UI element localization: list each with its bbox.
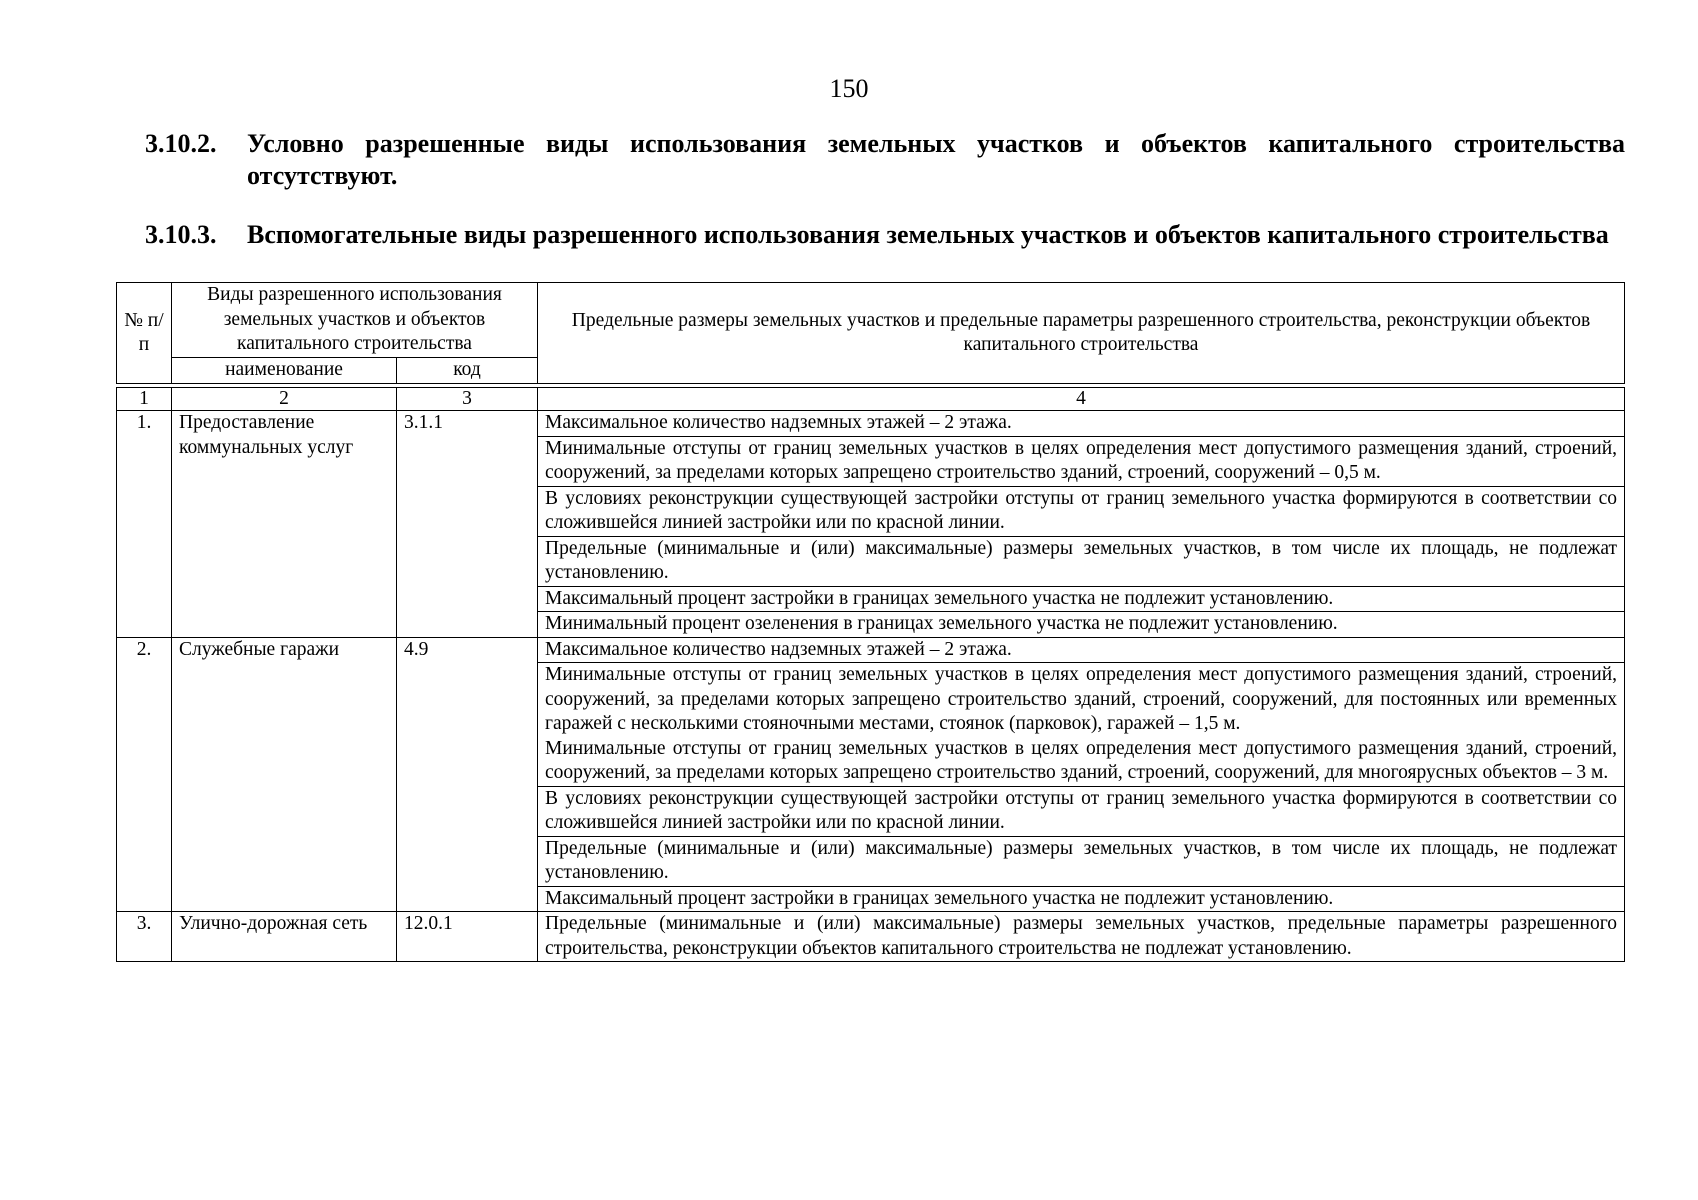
row-param: Минимальные отступы от границ земельных участков в целях определения мест допустимого размещения зданий, строений, сооружений, за пределами которых запрещено строительство зданий, строений, сооружений, для постоянных или временных гаражей с несколькими стояночными местами, стоянок (парковок), гаражей – 1,5 м. bbox=[545, 664, 1618, 734]
header-types-group: Виды разрешенного использования земельных участков и объектов капитального строительства bbox=[172, 283, 538, 358]
row-param: Предельные (минимальные и (или) максимальные) размеры земельных участков, предельные параметры разрешенного строительства, реконструкции объектов капитального строительства не подлежат установлению. bbox=[538, 912, 1625, 962]
column-number: 1 bbox=[117, 388, 172, 411]
section-heading-3-10-2 bbox=[145, 128, 1625, 192]
row-number: 2. bbox=[117, 637, 172, 912]
table-row bbox=[117, 411, 1625, 437]
header-name: наименование bbox=[172, 358, 397, 384]
row-param: Минимальный процент озеленения в границах земельного участка не подлежит установлению. bbox=[538, 612, 1625, 638]
row-name: Служебные гаражи bbox=[172, 637, 397, 912]
row-name: Предоставление коммунальных услуг bbox=[172, 411, 397, 638]
row-param: Максимальное количество надземных этажей – 2 этажа. bbox=[538, 637, 1625, 663]
row-number: 3. bbox=[117, 912, 172, 962]
row-code: 3.1.1 bbox=[397, 411, 538, 638]
row-code: 4.9 bbox=[397, 637, 538, 912]
row-param: В условиях реконструкции существующей застройки отступы от границ земельного участка формируются в соответствии со сложившейся линией застройки или по красной линии. bbox=[538, 786, 1625, 836]
row-param: Минимальные отступы от границ земельных участков в целях определения мест допустимого размещения зданий, строений, сооружений, за пределами которых запрещено строительство зданий, строений, сооружений, для многоярусных объектов – 3 м. bbox=[545, 737, 1618, 783]
table-row bbox=[117, 637, 1625, 663]
section-number: 3.10.2. bbox=[145, 129, 217, 158]
column-number: 3 bbox=[397, 388, 538, 411]
header-code: код bbox=[397, 358, 538, 384]
column-number-row bbox=[117, 388, 1625, 411]
section-title: Условно разрешенные виды использования земельных участков и объектов капитального строительства отсутствуют. bbox=[247, 129, 1625, 190]
section-heading-3-10-3 bbox=[145, 219, 1625, 251]
permitted-use-table bbox=[116, 282, 1625, 962]
section-number: 3.10.3. bbox=[145, 220, 217, 249]
row-param: Предельные (минимальные и (или) максимальные) размеры земельных участков, в том числе их площадь, не подлежат установлению. bbox=[538, 836, 1625, 886]
row-param: Максимальный процент застройки в границах земельного участка не подлежит установлению. bbox=[538, 886, 1625, 912]
row-param: Предельные (минимальные и (или) максимальные) размеры земельных участков, в том числе их площадь, не подлежат установлению. bbox=[538, 536, 1625, 586]
header-params: Предельные размеры земельных участков и предельные параметры разрешенного строительства, реконструкции объектов капитального строительства bbox=[538, 283, 1625, 384]
header-num: № п/п bbox=[117, 283, 172, 384]
table-header-row bbox=[117, 283, 1625, 358]
row-param-group bbox=[538, 663, 1625, 787]
row-number: 1. bbox=[117, 411, 172, 638]
row-param: В условиях реконструкции существующей застройки отступы от границ земельного участка формируются в соответствии со сложившейся линией застройки или по красной линии. bbox=[538, 486, 1625, 536]
row-param: Максимальное количество надземных этажей – 2 этажа. bbox=[538, 411, 1625, 437]
column-number: 2 bbox=[172, 388, 397, 411]
table-row bbox=[117, 912, 1625, 962]
column-number: 4 bbox=[538, 388, 1625, 411]
section-title: Вспомогательные виды разрешенного использования земельных участков и объектов капитального строительства bbox=[247, 220, 1609, 249]
row-name: Улично-дорожная сеть bbox=[172, 912, 397, 962]
page-number: 150 bbox=[829, 74, 869, 103]
row-param: Максимальный процент застройки в границах земельного участка не подлежит установлению. bbox=[538, 586, 1625, 612]
row-param: Минимальные отступы от границ земельных участков в целях определения мест допустимого размещения зданий, строений, сооружений, за пределами которых запрещено строительство зданий, строений, сооружений – 0,5 м. bbox=[538, 436, 1625, 486]
row-code: 12.0.1 bbox=[397, 912, 538, 962]
